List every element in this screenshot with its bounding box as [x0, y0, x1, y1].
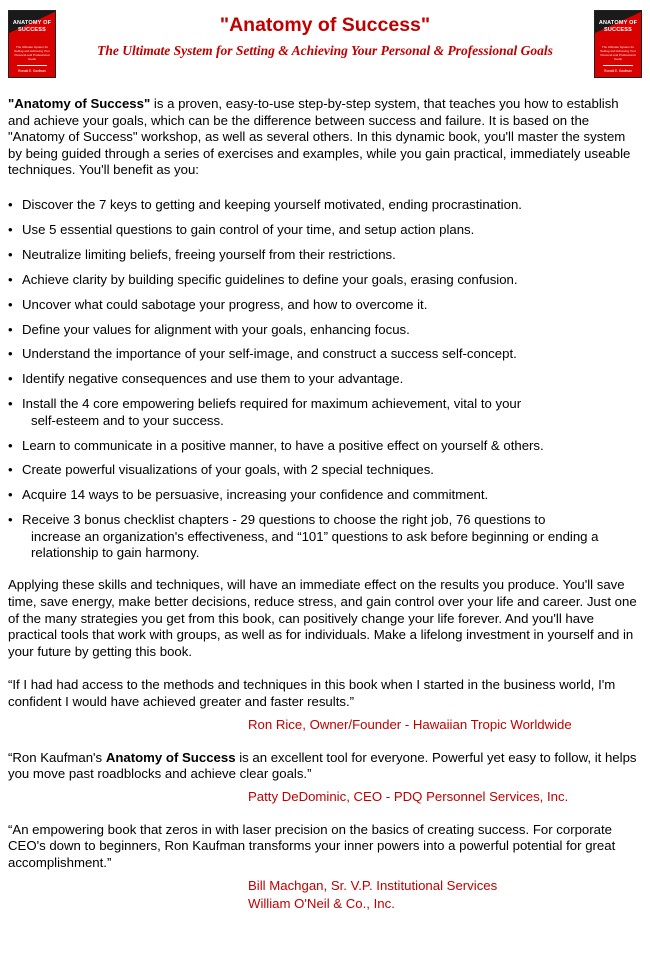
bullet-icon: • [8, 221, 13, 237]
list-item [8, 371, 642, 387]
testimonial-quote-2 [8, 750, 642, 783]
intro-text: is a proven, easy-to-use step-by-step system, that teaches you how to establish and achieve your goals, which can be the difference between success and failure. It is based on the "Anatomy of Success" workshop, as well as several others. In this dynamic book, you'll master the system by being guided through a series of exercises and examples, while you gain practical, immediately useable techniques. You'll benefit as you: [8, 96, 631, 178]
list-item [8, 222, 642, 238]
list-item-text: Achieve clarity by building specific guidelines to define your goals, erasing confusion. [22, 271, 518, 287]
list-item-text: Uncover what could sabotage your progress, and how to overcome it. [22, 296, 428, 312]
list-item-text: Install the 4 core empowering beliefs required for maximum achievement, vital to your [22, 396, 522, 412]
list-item [8, 462, 642, 478]
list-item [8, 487, 642, 503]
cover-subtitle-right: The Ultimate System for Setting and Achieving Your Personal and Professional Goals [600, 45, 636, 61]
list-item-text: Define your values for alignment with your goals, enhancing focus. [22, 321, 410, 337]
list-item-text-continued: self-esteem and to your success. [31, 412, 224, 428]
list-item-text: Neutralize limiting beliefs, freeing yourself from their restrictions. [22, 246, 396, 262]
list-item-text: Learn to communicate in a positive manner, to have a positive effect on yourself & others. [22, 437, 544, 453]
list-item [8, 297, 642, 313]
quote-part-1: “Ron Kaufman's [8, 749, 106, 765]
cover-subtitle-left: The Ultimate System for Setting and Achieving Your Personal and Professional Goals [14, 45, 50, 61]
quote-part-2: is an excellent tool for everyone. Powerful yet easy to follow, it helps you move past roadblocks and achieve clear goals.” [8, 749, 637, 782]
testimonial-quote-1: “If I had had access to the methods and techniques in this book when I started in the business world, I'm confident I would have achieved greater and faster results.” [8, 677, 616, 710]
list-item-text: Identify negative consequences and use them to your advantage. [22, 371, 404, 387]
testimonial-attribution-3: Bill Machgan, Sr. V.P. Institutional Services [248, 877, 498, 893]
list-item-text: Receive 3 bonus checklist chapters - 29 questions to choose the right job, 76 questions to [22, 512, 546, 528]
cover-author-left: Ronald E. Kaufman [18, 69, 46, 73]
cover-divider-left [17, 65, 47, 66]
book-cover-image-left [8, 10, 56, 78]
cover-divider-right [603, 65, 633, 66]
bullet-icon: • [8, 396, 13, 412]
list-item [8, 346, 642, 362]
bullet-icon: • [8, 437, 13, 453]
cover-title-right: ANATOMY OF SUCCESS [598, 20, 638, 33]
list-item-text-continued: increase an organization's effectiveness, and “101” questions to ask before beginning or ending a relationship to gain harmony. [31, 528, 599, 561]
list-item-text: Acquire 14 ways to be persuasive, increasing your confidence and commitment. [22, 487, 489, 503]
list-item [8, 396, 642, 429]
testimonial-quote-3: “An empowering book that zeros in with laser precision on the basics of creating success. For corporate CEO's down to beginners, Ron Kaufman transforms your inner powers into a powerful potential for great accomplishment.” [8, 821, 616, 870]
bullet-icon: • [8, 196, 13, 212]
list-item-text: Use 5 essential questions to gain control of your time, and setup action plans. [22, 221, 475, 237]
bullet-icon: • [8, 462, 13, 478]
cover-title-left: ANATOMY OF SUCCESS [12, 20, 52, 33]
list-item-text: Understand the importance of your self-image, and construct a success self-concept. [22, 346, 517, 362]
page-title: "Anatomy of Success" [219, 14, 431, 36]
bullet-icon: • [8, 246, 13, 262]
bullet-icon: • [8, 321, 13, 337]
quote-book-title: Anatomy of Success [105, 749, 236, 765]
bullet-icon: • [8, 296, 13, 312]
benefits-list [8, 197, 642, 562]
list-item [8, 272, 642, 288]
list-item [8, 322, 642, 338]
closing-paragraph: Applying these skills and techniques, will have an immediate effect on the results you produce. You'll save time, save energy, make better decisions, reduce stress, and gain control over your life and career. Just one of the many strategies you get from this book, can positively change your life forever. And you'll have practical tools that work with groups, as well as for individuals. Make a lifelong investment in yourself and in your future by getting this book. [8, 577, 637, 659]
bullet-icon: • [8, 512, 13, 528]
testimonial-attribution-2: Patty DeDominic, CEO - PDQ Personnel Services, Inc. [248, 788, 569, 804]
page-subtitle: The Ultimate System for Setting & Achieving Your Personal & Professional Goals [97, 43, 553, 58]
list-item [8, 247, 642, 263]
bullet-icon: • [8, 271, 13, 287]
cover-author-right: Ronald E. Kaufman [604, 69, 632, 73]
bullet-icon: • [8, 487, 13, 503]
list-item [8, 512, 642, 561]
testimonial-attribution-1: Ron Rice, Owner/Founder - Hawaiian Tropic Worldwide [248, 716, 572, 732]
list-item-text: Create powerful visualizations of your goals, with 2 special techniques. [22, 462, 434, 478]
testimonial-attribution-3-line2: William O'Neil & Co., Inc. [248, 895, 395, 911]
bullet-icon: • [8, 371, 13, 387]
book-cover-image-right [594, 10, 642, 78]
list-item-text: Discover the 7 keys to getting and keeping yourself motivated, ending procrastination. [22, 196, 522, 212]
list-item [8, 438, 642, 454]
intro-lead-in: "Anatomy of Success" [8, 96, 151, 111]
title-block [56, 10, 594, 59]
list-item [8, 197, 642, 213]
intro-paragraph [8, 96, 642, 179]
bullet-icon: • [8, 346, 13, 362]
page-header [8, 10, 642, 88]
